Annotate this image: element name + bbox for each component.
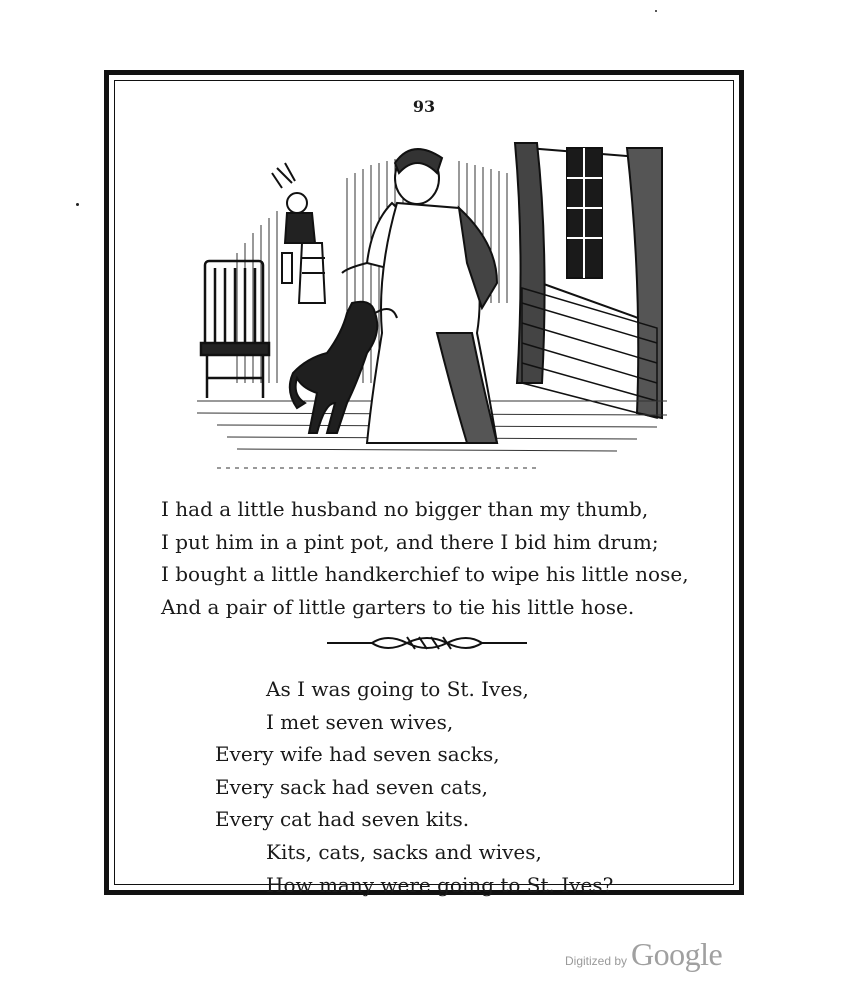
chair-icon — [201, 261, 269, 398]
stray-dot — [655, 10, 657, 12]
st-ives-riddle — [215, 673, 613, 901]
window-icon — [515, 143, 662, 418]
page-border — [104, 70, 744, 895]
page-content — [114, 80, 734, 897]
riddle-line: Every wife had seven sacks, — [215, 742, 500, 767]
page-number: 93 — [412, 97, 436, 116]
google-logo: Google — [631, 936, 723, 972]
verse-line: I bought a little handkerchief to wipe his little nose, — [161, 562, 689, 586]
riddle-line: I met seven wives, — [266, 709, 454, 734]
stray-dot — [76, 203, 79, 206]
riddle-line: How many were going to St. Ives? — [266, 872, 614, 897]
riddle-line: As I was going to St. Ives, — [266, 677, 529, 701]
riddle-line: Every cat had seven kits. — [215, 807, 470, 832]
riddle-line: Every sack had seven cats, — [215, 774, 489, 799]
verse-line: I put him in a pint pot, and there I bid him drum; — [161, 529, 659, 554]
woodcut-illustration — [197, 133, 667, 478]
watermark-prefix: Digitized by — [565, 954, 628, 968]
ornament-divider-icon — [327, 633, 527, 653]
husband-in-pot-icon — [272, 163, 325, 303]
verse-line: I had a little husband no bigger than my thumb, — [161, 497, 649, 521]
nursery-rhyme-husband — [161, 493, 689, 623]
riddle-line: Kits, cats, sacks and wives, — [266, 839, 542, 864]
digitized-by-google-watermark — [565, 936, 722, 973]
woman-figure — [342, 149, 497, 443]
verse-line: And a pair of little garters to tie his little hose. — [161, 594, 635, 619]
